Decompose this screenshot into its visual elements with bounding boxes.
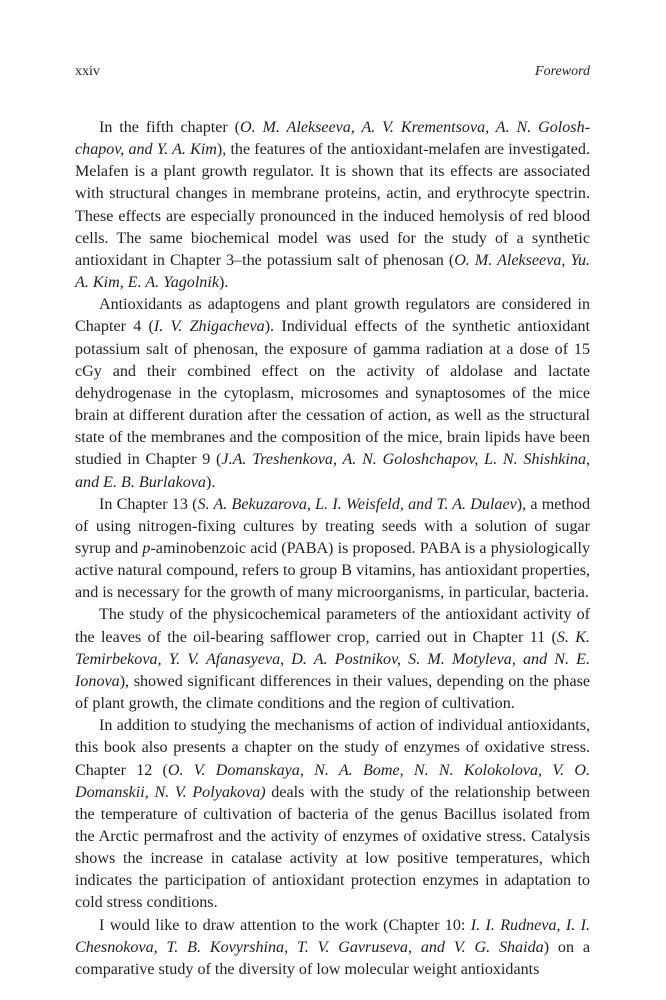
text-run: -aminobenzoic acid (PABA) is proposed. PABA is a physiologically active natural compound, refers to group B vitamins, has antioxidant properties, and is necessary for the growth of many microorganisms, in particular, bacteria. <box>75 539 590 602</box>
running-title: Foreword <box>535 64 590 79</box>
author-names: N. A. Bome, N. N. Kolokolova, V. O. Domanskii, N. V. Polyakova) <box>75 761 590 801</box>
paragraph <box>75 604 590 715</box>
text-run: , <box>299 761 315 779</box>
text-run: In the fifth chapter ( <box>99 119 240 136</box>
author-names: O. M. Alekseeva, A. V. Krementsova, A. N. Goloshchapov, and Y. A. Kim <box>75 119 590 159</box>
text-run: In Chapter 13 ( <box>99 495 198 513</box>
text-run: ), showed significant differences in their values, depending on the phase of plant growth, the climate conditions and the region of cultivation. <box>75 672 590 713</box>
paragraph <box>75 715 590 914</box>
author-names: O. V. Domanskaya <box>167 761 300 779</box>
paragraph <box>75 294 590 493</box>
author-names: S. K. Temirbekova, Y. V. Afanasyeva, D. A. Postnikov, S. M. Motyleva, and N. E. Ionova <box>75 628 590 690</box>
paragraph <box>75 915 590 981</box>
author-names: J.A. Treshenkova, A. N. Goloshchapov, L. N. Shishkina, and E. B. Burlakova <box>75 451 591 491</box>
text-run: ). <box>218 274 229 292</box>
text-run: deals with the study of the relationship between the temperature of cultivation of bacteria of the genus Bacillus isolated from the Arctic permafrost and the activity of enzymes of oxidative stress. Catalysis shows the increase in catalase activity at low positive temperatures, which indicates the participation of antioxidant protection enzymes in adaptation to cold stress conditions. <box>75 783 590 912</box>
text-run: In addition to studying the mechanisms of action of individual antioxidants, this book also presents a chapter on the study of enzymes of oxidative stress. Chapter 12 ( <box>75 717 590 779</box>
body-text <box>75 117 590 981</box>
text-run: ) on a comparative study of the diversity of low molecular weight antioxidants <box>75 938 590 978</box>
text-run: Antioxidants as adaptogens and plant growth regulators are considered in Chapter 4 ( <box>75 296 590 336</box>
text-run: ). <box>205 473 216 491</box>
author-names: I. I. Rudneva, I. I. Chesnokova, T. B. Kovyrshina, T. V. Gavruseva, and V. G. Shaida <box>75 916 590 956</box>
paragraph <box>75 117 590 294</box>
text-run: ), the features of the antioxidant-melafen are investigated. Melafen is a plant growth regulator. It is shown that its effects are associated with structural changes in membrane proteins, actin, and erythrocyte spectrin. These effects are especially pronounced in the induced hemolysis of red blood cells. The same biochemical model was used for the study of a synthetic antioxidant in Chapter 3–the potassium salt of phenosan ( <box>75 141 590 269</box>
author-names: p <box>142 539 151 557</box>
author-names: S. A. Bekuzarova, L. I. Weisfeld, and T. A. Dulaev <box>197 495 517 513</box>
text-run: The study of the physicochemical parameters of the antioxidant activity of the leaves of the oil-bearing safflower crop, carried out in Chapter 11 ( <box>75 606 590 646</box>
paragraph <box>75 494 590 605</box>
text-run: ), a method of using nitrogen-fixing cultures by treating seeds with a solution of sugar syrup and <box>75 495 590 557</box>
running-head <box>75 64 590 86</box>
author-names: O. M. Alekseeva, Yu. A. Kim, E. A. Yagolnik <box>75 251 591 292</box>
text-run: I would like to draw attention to the work (Chapter 10: <box>99 916 471 934</box>
page-number: xxiv <box>75 64 100 79</box>
text-run: ). Individual effects of the synthetic antioxidant potassium salt of phenosan, the exposure of gamma radiation at a dose of 15 cGy and their combined effect on the activity of aldolase and lactate dehydrogenase in the cytoplasm, microsomes and synaptosomes of the mice brain at different duration after the cessation of action, as well as the structural state of the membranes and the composition of the mice, brain lipids have been studied in Chapter 9 ( <box>75 318 590 469</box>
author-names: I. V. Zhigacheva <box>153 318 265 336</box>
